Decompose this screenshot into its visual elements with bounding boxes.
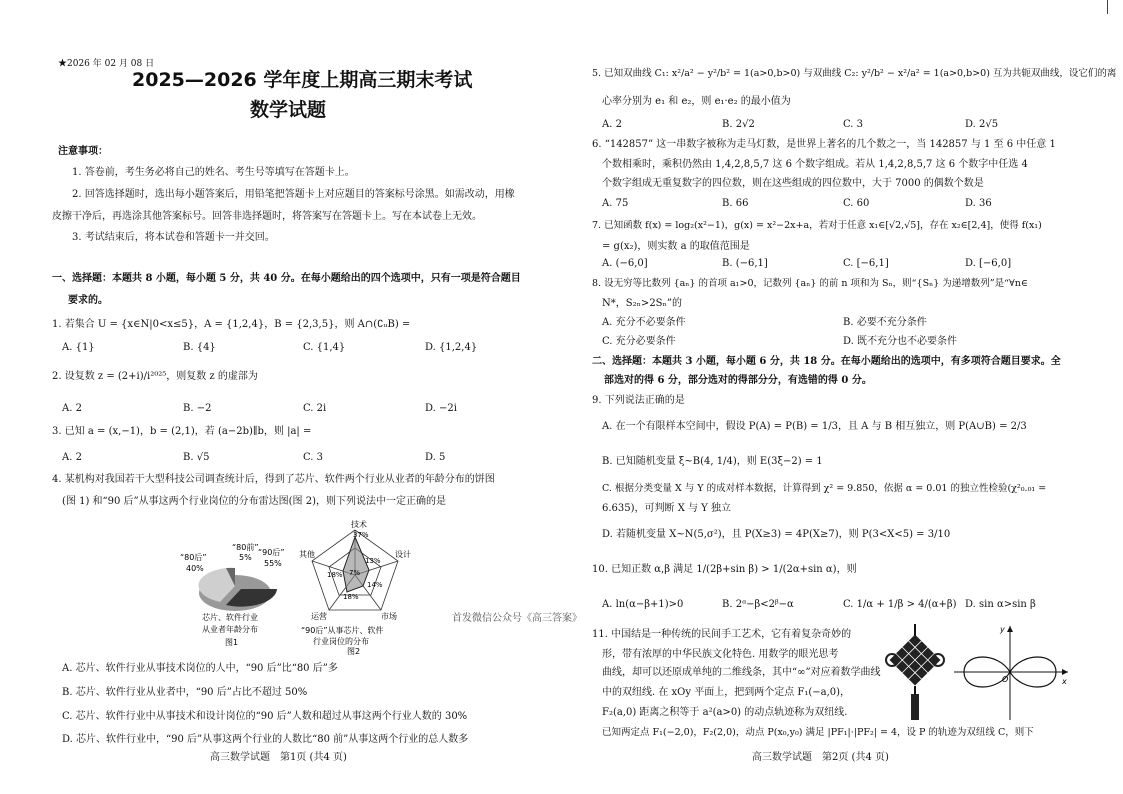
question-stem: 6. “142857” 这一串数字被称为走马灯数，是世界上著名的几个数之一，当 142857 与 1 至 6 中任意 1 [592,139,1056,150]
radar-value: 14% [367,581,383,589]
option: D. [−6,0] [965,258,1012,269]
option: C. 充分必要条件 [602,336,676,347]
option: 6.635)，可判断 X 与 Y 独立 [602,503,731,514]
option: B. 必要不充分条件 [843,317,927,328]
option: D. 2√5 [965,119,999,130]
question-stem: 5. 已知双曲线 C₁: x²/a² − y²/b² = 1(a>0,b>0) 与双曲线 C₂: y²/b² − x²/a² = 1(a>0,b>0) 互为共轭双曲线，设它们的离 [592,68,1117,79]
notice-line: 1. 答卷前，考生务必将自己的姓名、考生号等填写在答题卡上。 [72,167,355,178]
option: C. 3 [303,452,324,463]
radar-axis-market: 市场 [381,612,397,621]
option: A. 芯片、软件行业从事技术岗位的人中，“90 后”比“80 后”多 [62,663,338,674]
section-heading: 一、选择题：本题共 8 小题，每小题 5 分，共 40 分。在每小题给出的四个选项中，只有一项是符合题目 [52,273,521,284]
option: C. {1,4} [303,342,346,353]
section-heading: 部选对的得 6 分，部分选对的得部分分，有选错的得 0 分。 [604,375,872,386]
chinese-knot-image [880,622,950,722]
pie-label-90s: “90后” [258,548,285,557]
notice-line: 3. 考试结束后，将本试卷和答题卡一并交回。 [72,232,275,243]
exam-date: ★2026 年 02 月 08 日 [58,59,155,69]
option: C. 芯片、软件行业中从事技术和设计岗位的“90 后”人数和超过从事这两个行业人数的 30% [62,711,468,722]
option: B. √5 [183,452,210,463]
question-stem: 9. 下列说法正确的是 [592,395,685,406]
page-footer: 高三数学试题 第2页 (共4 页) [752,752,889,763]
watermark-text: 首发微信公众号《高三答案》 [452,613,582,624]
axis-label-y: y [1000,625,1005,634]
option: D. −2i [425,403,457,414]
option: A. {1} [62,342,95,353]
option: B. {4} [183,342,216,353]
radar-value-tech: 37% [353,531,369,539]
option: A. 在一个有限样本空间中，假设 P(A) = P(B) = 1/3，且 A 与 B 相互独立，则 P(A∪B) = 2/3 [602,421,1027,432]
question-stem: N*，S₂ₙ>2Sₙ”的 [602,298,682,309]
option: C. 3 [843,119,864,130]
pie-label-80s: “80后” [180,553,207,562]
pie-caption: 芯片、软件行业 [202,613,258,622]
exam-subtitle: 数学试题 [250,99,327,121]
option: B. (−6,1] [722,258,768,269]
radar-value: 18% [327,571,343,579]
option: D. 芯片、软件行业中，“90 后”从事这两个行业的人数比“80 前”从事这两个行业的总人数多 [62,734,469,745]
radar-value: 7% [349,569,361,577]
question-stem: = g(x₂)，则实数 a 的取值范围是 [602,241,750,252]
question-stem: 心率分别为 e₁ 和 e₂，则 e₁·e₂ 的最小值为 [602,96,791,107]
option: A. 2 [602,119,622,130]
radar-value: 13% [365,557,381,565]
option: B. 66 [722,198,749,209]
pie-figure-name: 图1 [225,638,239,647]
option: C. 60 [843,198,870,209]
radar-figure-name: 图2 [347,647,361,656]
notice-line: 2. 回答选择题时，选出每小题答案后，用铅笔把答题卡上对应题目的答案标号涂黑。如需改动，用橡 [72,189,515,200]
pie-caption: 从业者年龄分布 [202,625,258,634]
pie-value-pre80: 5% [239,553,252,562]
notice-line: 皮擦干净后，再选涂其他答案标号。回答非选择题时，将答案写在答题卡上。写在本试卷上无效。 [52,211,482,222]
option: D. 既不充分也不必要条件 [843,336,958,347]
radar-axis-ops: 运营 [311,612,327,621]
question-stem: 形，带有浓厚的中华民族文化特色. 用数学的眼光思考 [602,649,839,660]
option: B. 2ᵅ−β<2ᵝ−α [722,599,794,610]
exam-title: 2025—2026 学年度上期高三期末考试 [132,69,473,91]
radar-axis-tech: 技术 [351,520,367,529]
scan-edge-mark [1107,0,1116,14]
pie-label-pre80: “80前” [232,543,259,552]
question-stem: 曲线，却可以还原成单纯的二维线条，其中“∞”对应着数学曲线 [602,667,881,678]
question-stem: 中的双纽线. 在 xOy 平面上，把到两个定点 F₁(−a,0)， [602,687,851,698]
question-stem: F₂(a,0) 距离之积等于 a²(a>0) 的动点轨迹称为双纽线. [602,707,848,718]
option: A. 充分不必要条件 [602,317,686,328]
option: C. 2i [303,403,327,414]
option: C. [−6,1] [843,258,889,269]
option: D. 36 [965,198,992,209]
question-stem: 已知两定点 F₁(−2,0)，F₂(2,0)，动点 P(x₀,y₀) 满足 |PF₁|·|PF₂| = 4，设 P 的轨迹为双纽线 C，则下 [602,727,1034,738]
option: D. 5 [425,452,446,463]
option: A. 2 [62,452,82,463]
left-page [0,0,560,794]
radar-caption: 行业岗位的分布 [313,637,369,646]
lemniscate-graph [952,622,1072,722]
radar-value: 18% [343,593,359,601]
question-stem: 3. 已知 a = (x,−1)，b = (2,1)，若 (a−2b)∥b，则 |a| = [52,426,312,437]
question-stem: 2. 设复数 z = (2+i)/i²⁰²⁵，则复数 z 的虚部为 [52,371,258,382]
option: B. 已知随机变量 ξ~B(4, 1/4)，则 E(3ξ−2) = 1 [602,456,823,467]
option: D. 若随机变量 X~N(5,σ²)，且 P(X≥3) = 4P(X≥7)，则 P(3<X<5) = 3/10 [602,529,951,540]
origin-label: O [1002,675,1009,684]
question-stem: 8. 设无穷等比数列 {aₙ} 的首项 a₁>0，记数列 {aₙ} 的前 n 项和为 Sₙ，则“{Sₙ} 为递增数列”是“∀n∈ [592,278,1028,289]
page-footer: 高三数学试题 第1页 (共4 页) [210,752,347,763]
question-stem: 个数相乘时，乘积仍然由 1,4,2,8,5,7 这 6 个数字组成。若从 1,4,2,8,5,7 这 6 个数字中任选 4 [602,159,1028,170]
question-stem: 1. 若集合 U = {x∈N|0<x≤5}，A = {1,2,4}，B = {2,3,5}，则 A∩(∁ᵤB) = [52,319,411,330]
right-page [452,0,1122,794]
radar-figure [295,515,415,655]
option: A. ln(α−β+1)>0 [602,599,684,610]
option: C. 1/α + 1/β > 4/(α+β) [843,599,957,610]
option: C. 根据分类变量 X 与 Y 的成对样本数据，计算得到 χ² = 9.850，依据 α = 0.01 的独立性检验(χ²₀.₀₁ = [602,483,1047,494]
option: B. 芯片、软件行业从业者中，“90 后”占比不超过 50% [62,687,308,698]
option: D. {1,2,4} [425,342,478,353]
pie-value-80s: 40% [186,564,204,573]
option: B. 2√2 [722,119,755,130]
option: A. 2 [62,403,82,414]
option: B. −2 [183,403,212,414]
radar-caption: “90后”从事芯片、软件 [301,626,384,635]
pie-value-90s: 55% [264,559,282,568]
section-heading: 二、选择题：本题共 3 小题，每小题 6 分，共 18 分。在每小题给出的选项中，有多项符合题目要求。全 [592,356,1061,367]
question-stem: 4. 某机构对我国若干大型科技公司调查统计后，得到了芯片、软件两个行业从业者的年龄分布的饼图 [52,474,495,485]
axis-label-x: x [1062,677,1067,686]
section-heading: 要求的。 [68,295,108,306]
question-stem: (图 1) 和“90 后”从事这两个行业岗位的分布雷达图(图 2)，则下列说法中一定正确的是 [62,496,446,507]
notice-heading: 注意事项： [58,146,108,157]
option: A. (−6,0] [602,258,648,269]
option: D. sin α>sin β [965,599,1036,610]
radar-axis-design: 设计 [395,550,411,559]
pie-figure [160,520,310,650]
question-stem: 个数字组成无重复数字的四位数，则在这些组成的四位数中，大于 7000 的偶数个数是 [602,178,984,189]
question-stem: 10. 已知正数 α,β 满足 1/(2β+sin β) > 1/(2α+sin α)，则 [592,564,857,575]
option: A. 75 [602,198,629,209]
question-stem: 11. 中国结是一种传统的民间手工艺术，它有着复杂奇妙的 [592,629,852,640]
question-stem: 7. 已知函数 f(x) = log₂(x²−1)，g(x) = x²−2x+a，若对于任意 x₁∈[√2,√5]，存在 x₂∈[2,4]，使得 f(x₁) [592,220,1042,231]
radar-axis-other: 其他 [299,550,315,559]
